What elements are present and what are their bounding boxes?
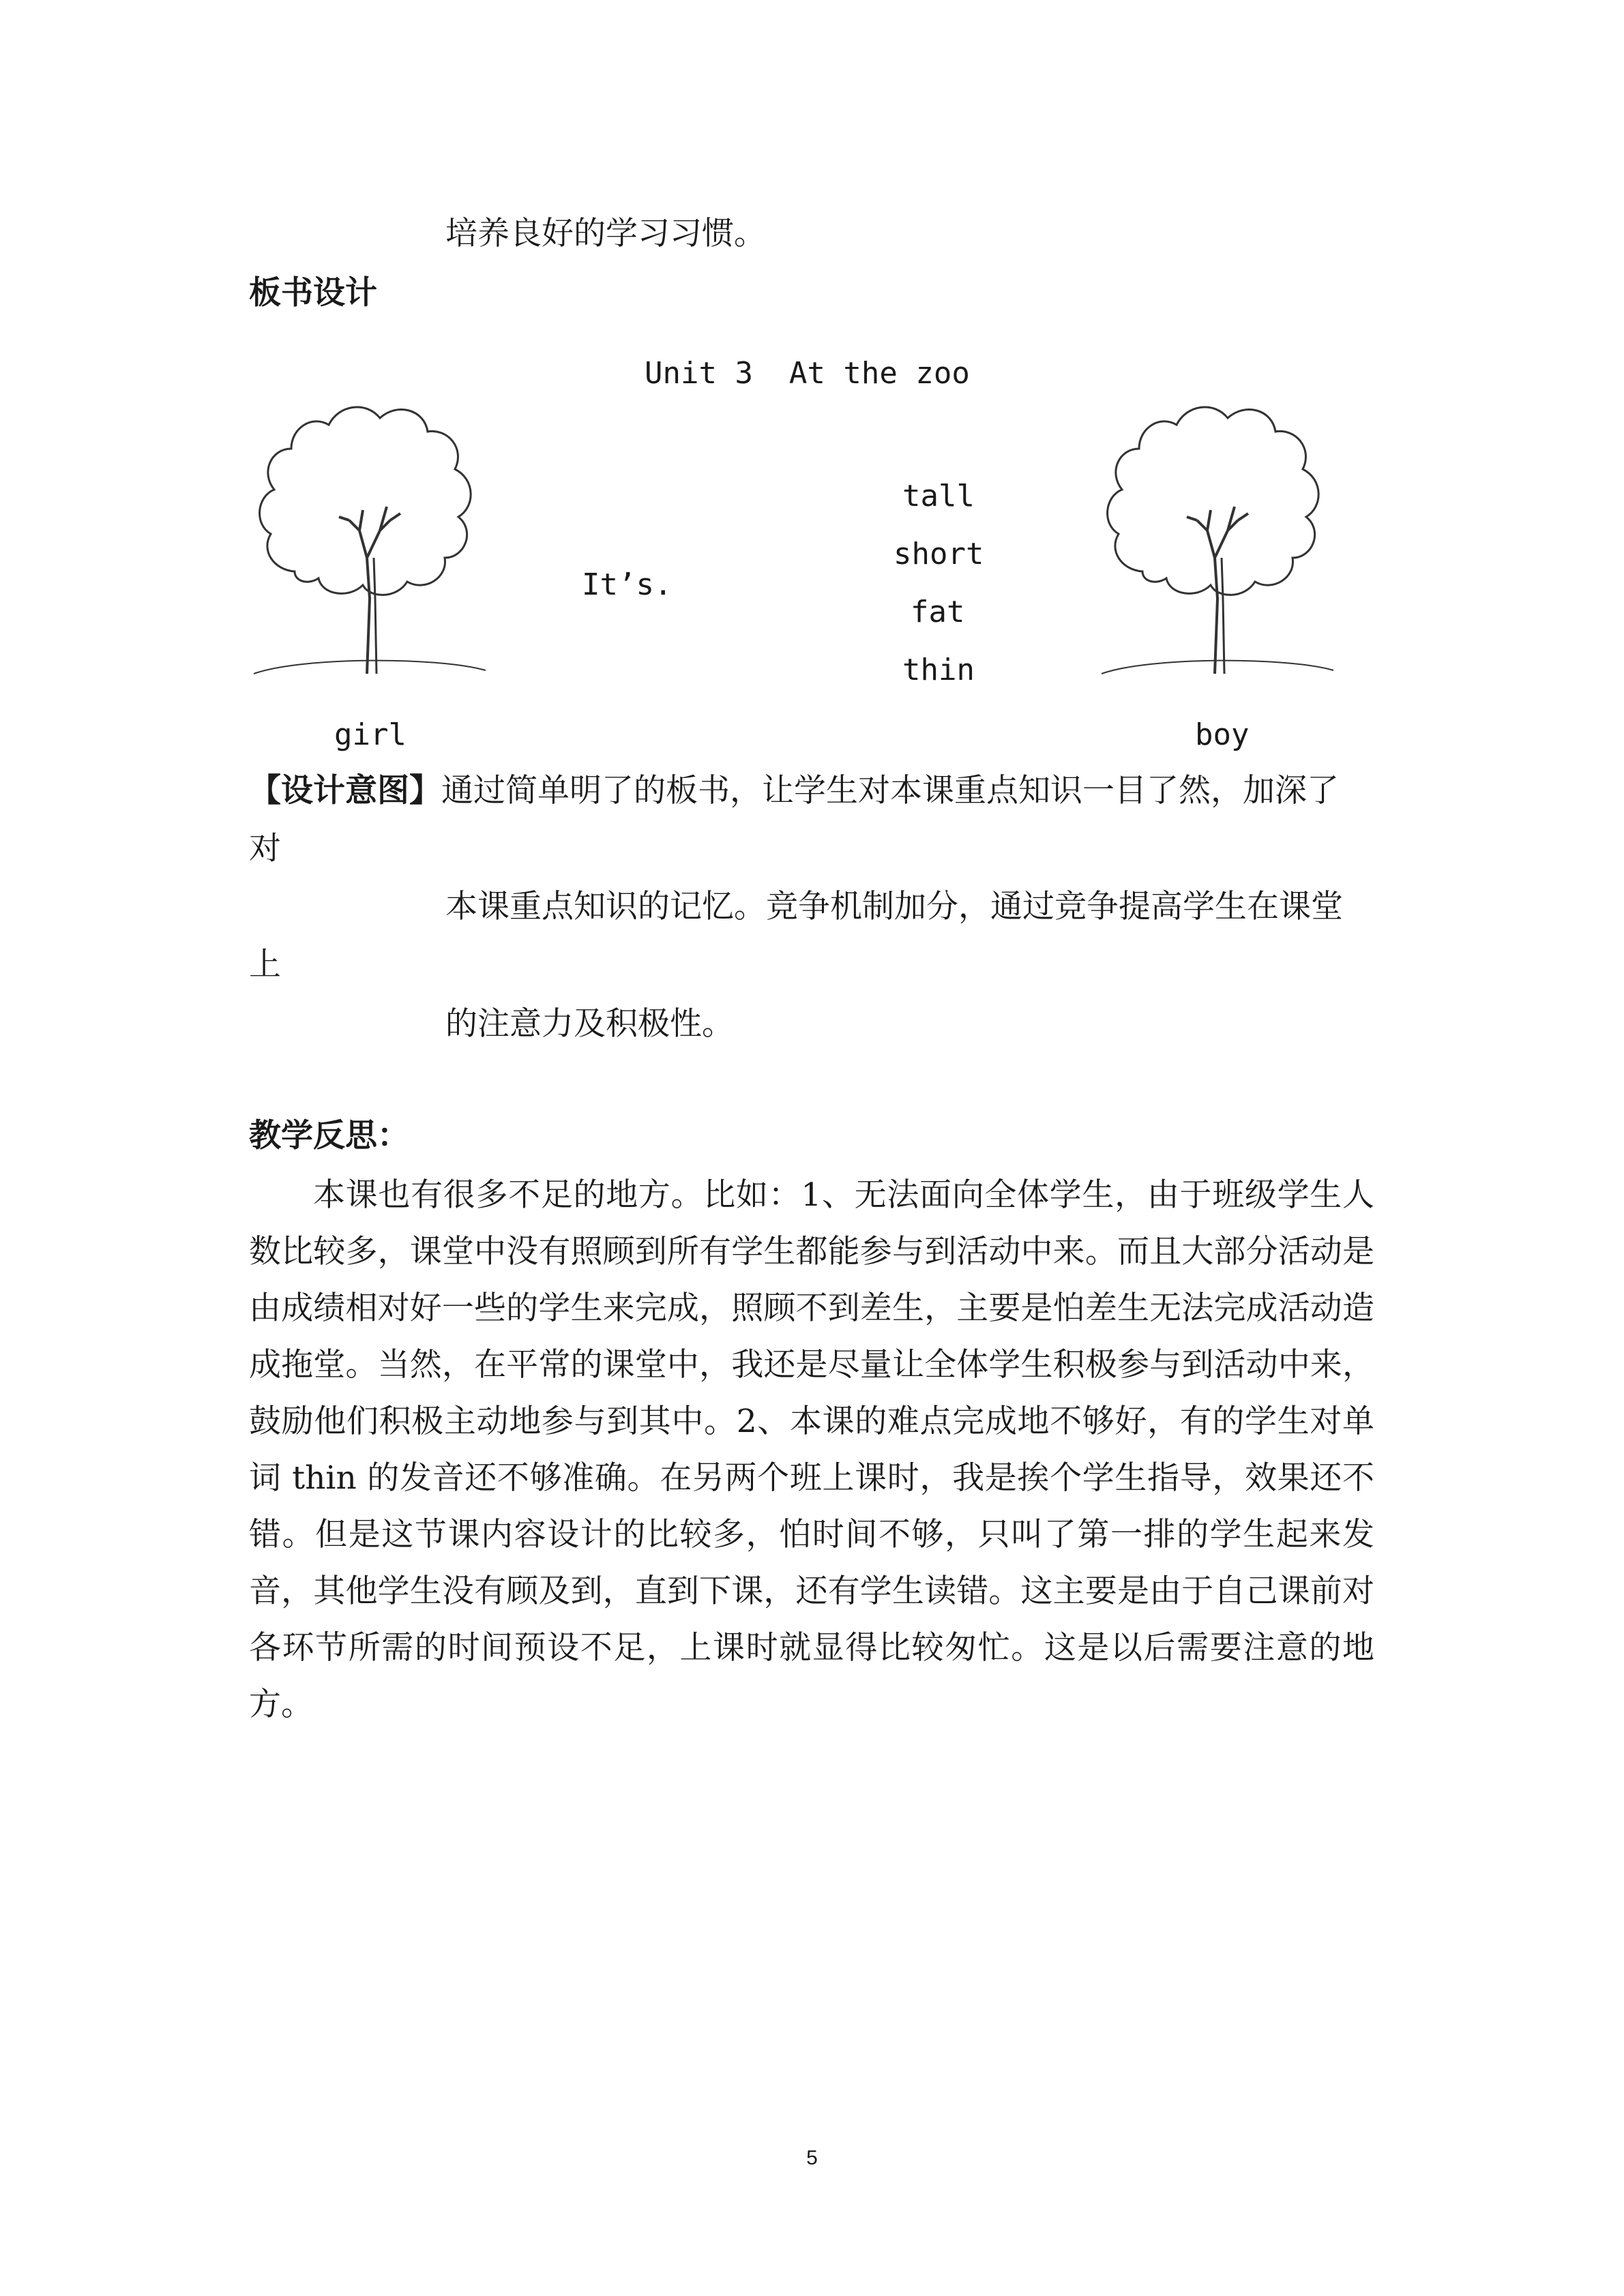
board-word-fat: fat — [911, 595, 965, 629]
design-intent-label: 【设计意图】 — [249, 772, 441, 809]
page-number: 5 — [806, 2147, 818, 2169]
reflection-body: 本课也有很多不足的地方。比如：1、无法面向全体学生，由于班级学生人数比较多，课堂中没有照顾到所有学生都能参与到活动中来。而且大部分活动是由成绩相对好一些的学生来完成，照顾不到差生，主要是怕差生无法完成活动造成拖堂。当然，在平常的课堂中，我还是尽量让全体学生积极参与到活动中来，鼓励他们积极主动地参与到其中。2、本课的难点完成地不够好，有的学生对单词 thin 的发音还不够准确。在另两个班上课时，我是挨个学生指导，效果还不错。但是这节课内容设计的比较多，怕时间不够，只叫了第一排的学生起来发音，其他学生没有顾及到，直到下课，还有学生读错。这主要是由于自己课前对各环节所需的时间预设不足，上课时就显得比较匆忙。这是以后需要注意的地方。 — [249, 1176, 1374, 1723]
tree-icon — [1095, 394, 1340, 681]
board-word-short: short — [894, 537, 984, 571]
design-intent-wrap1: 对 — [249, 830, 281, 867]
board-heading: 板书设计 — [249, 274, 377, 312]
design-intent-wrap2: 上 — [249, 946, 281, 983]
board-sentence: It’s. — [582, 567, 673, 602]
design-intent-line2: 本课重点知识的记忆。竞争机制加分，通过竞争提高学生在课堂 — [445, 888, 1343, 925]
board-word-thin: thin — [902, 653, 975, 687]
top-line: 培养良好的学习习惯。 — [445, 215, 766, 252]
design-intent-line3: 的注意力及积极性。 — [445, 1005, 734, 1043]
design-intent-text-1: 通过简单明了的板书，让学生对本课重点知识一目了然，加深了 — [441, 772, 1339, 809]
tree-icon — [247, 394, 492, 681]
board-title: Unit 3 At the zoo — [645, 356, 970, 391]
board-label-boy: boy — [1195, 717, 1250, 752]
board-label-girl: girl — [334, 717, 407, 752]
reflection-heading: 教学反思： — [249, 1117, 409, 1154]
board-word-tall: tall — [902, 479, 975, 513]
design-intent-line1 — [249, 771, 1339, 811]
